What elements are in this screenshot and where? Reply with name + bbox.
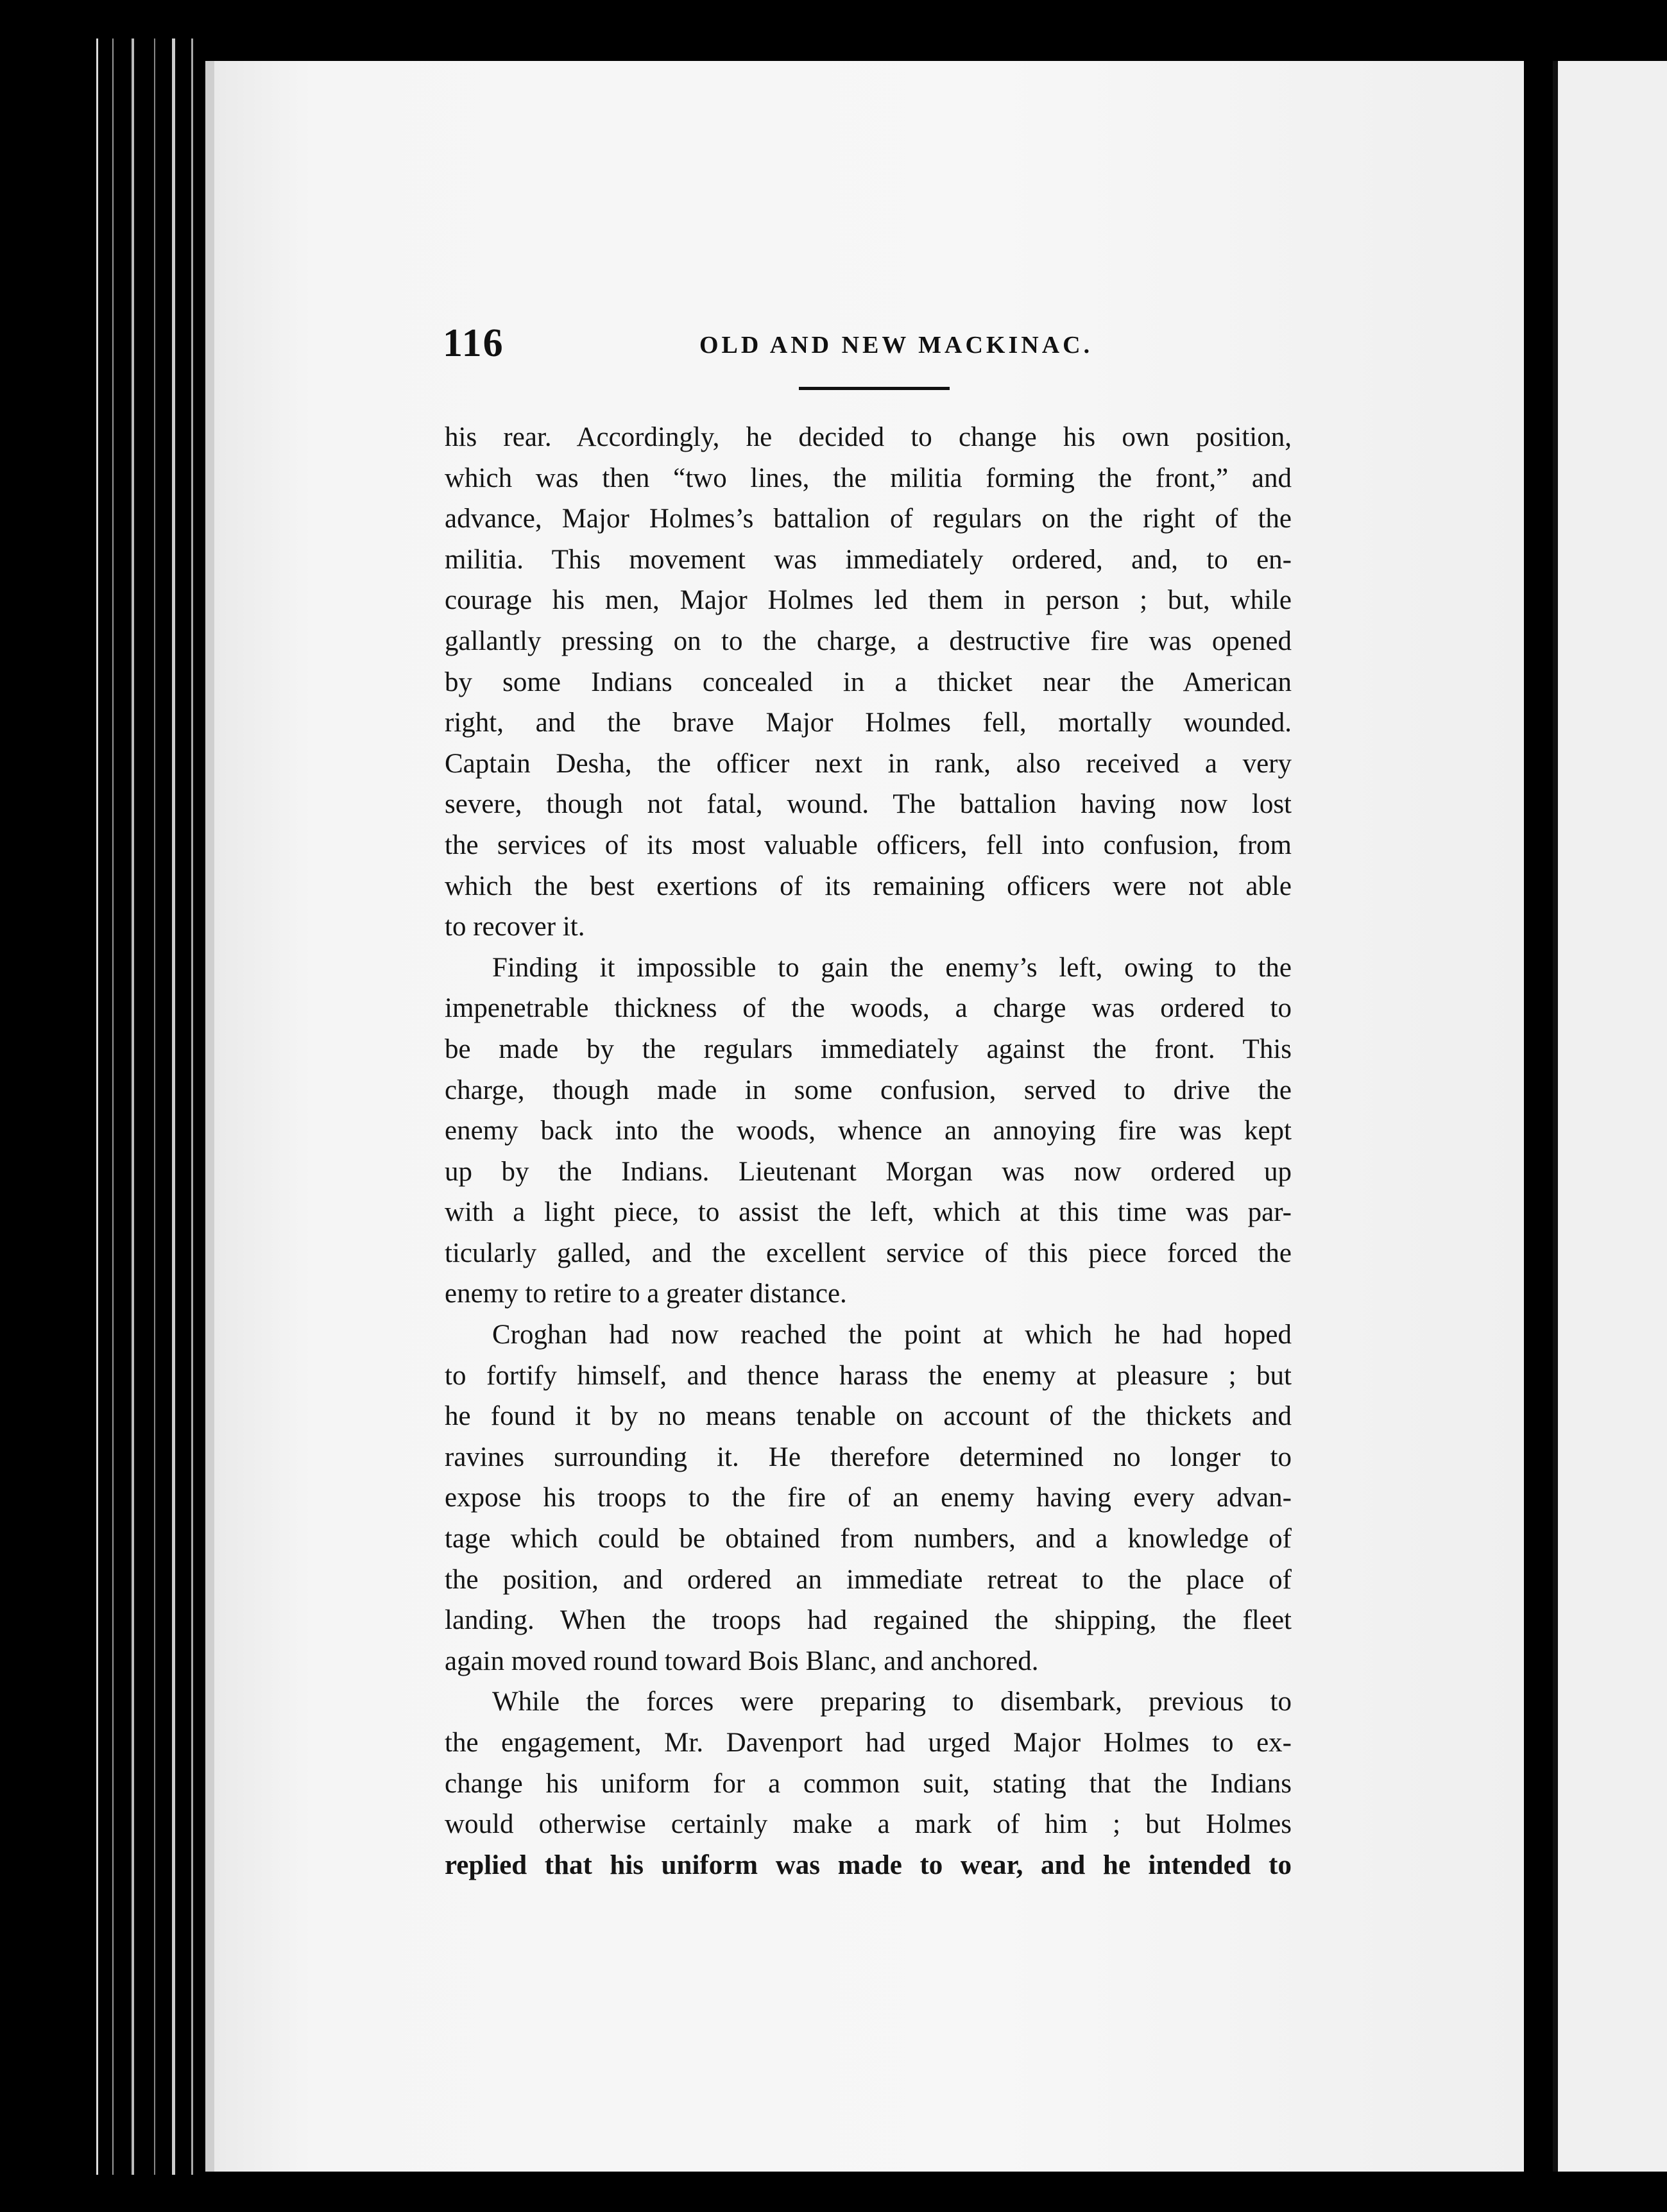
text-line: severe, though not fatal, wound. The battalion having now lost [445,789,1292,820]
text-line: enemy to retire to a greater distance. [445,1279,847,1309]
text-line: with a light piece, to assist the left, which at this time was par- [445,1197,1292,1228]
text-line: enemy back into the woods, whence an annoying fire was kept [445,1116,1292,1146]
text-line: would otherwise certainly make a mark of him ; but Holmes [445,1809,1292,1840]
header-rule [799,387,950,390]
spine-line [154,38,155,2175]
text-line: the position, and ordered an immediate retreat to the place of [445,1564,1292,1595]
text-line: replied that his uniform was made to wear, and he intended to [445,1850,1292,1880]
text-line: courage his men, Major Holmes led them in person ; but, while [445,585,1292,616]
text-line: by some Indians concealed in a thicket near the American [445,667,1292,697]
text-line: be made by the regulars immediately against the front. This [445,1034,1292,1064]
facing-page-gutter [1553,61,1558,2172]
text-line: ticularly galled, and the excellent service of this piece forced the [445,1238,1292,1268]
paragraph [445,948,1292,1314]
text-line: advance, Major Holmes’s battalion of regulars on the right of the [445,504,1292,534]
text-line: to recover it. [445,912,585,942]
paragraph [445,1681,1292,1885]
text-line: change his uniform for a common suit, stating that the Indians [445,1768,1292,1799]
text-line: charge, though made in some confusion, served to drive the [445,1075,1292,1105]
text-line: Finding it impossible to gain the enemy’s left, owing to the [492,952,1292,983]
text-line: Croghan had now reached the point at which he had hoped [492,1320,1292,1350]
text-line: to fortify himself, and thence harass the enemy at pleasure ; but [445,1360,1292,1391]
spine-line [172,38,175,2175]
page-edge [205,61,214,2172]
text-line: the engagement, Mr. Davenport had urged Major Holmes to ex- [445,1728,1292,1758]
text-line: Captain Desha, the officer next in rank, also received a very [445,748,1292,779]
text-line: ravines surrounding it. He therefore determined no longer to [445,1442,1292,1472]
text-line: up by the Indians. Lieutenant Morgan was now ordered up [445,1156,1292,1187]
text-line: which was then “two lines, the militia forming the front,” and [445,463,1292,493]
text-line: tage which could be obtained from numbers, and a knowledge of [445,1524,1292,1554]
spine-line [112,38,114,2175]
page-number: 116 [443,321,504,365]
running-head: OLD AND NEW MACKINAC. [699,332,1093,359]
facing-page-edge [1553,61,1667,2172]
spine-line [132,38,134,2175]
paragraph [445,1314,1292,1681]
text-line: he found it by no means tenable on account of the thickets and [445,1401,1292,1432]
text-line: militia. This movement was immediately ordered, and, to en- [445,544,1292,575]
spine-line [191,38,193,2175]
text-line: the services of its most valuable officers, fell into confusion, from [445,830,1292,860]
text-line: landing. When the troops had regained the shipping, the fleet [445,1605,1292,1636]
spine-line [96,38,98,2175]
text-line: expose his troops to the fire of an enemy having every advan- [445,1483,1292,1513]
text-line: again moved round toward Bois Blanc, and anchored. [445,1646,1039,1676]
text-line: right, and the brave Major Holmes fell, mortally wounded. [445,708,1292,738]
text-line: which the best exertions of its remaining officers were not able [445,871,1292,901]
text-line: his rear. Accordingly, he decided to change his own position, [445,422,1292,452]
text-line: impenetrable thickness of the woods, a charge was ordered to [445,993,1292,1024]
paragraph [445,417,1292,948]
body-text [445,417,1292,1885]
page-header [443,321,1373,372]
text-line: gallantly pressing on to the charge, a destructive fire was opened [445,625,1292,656]
text-line: While the forces were preparing to disembark, previous to [492,1687,1292,1717]
